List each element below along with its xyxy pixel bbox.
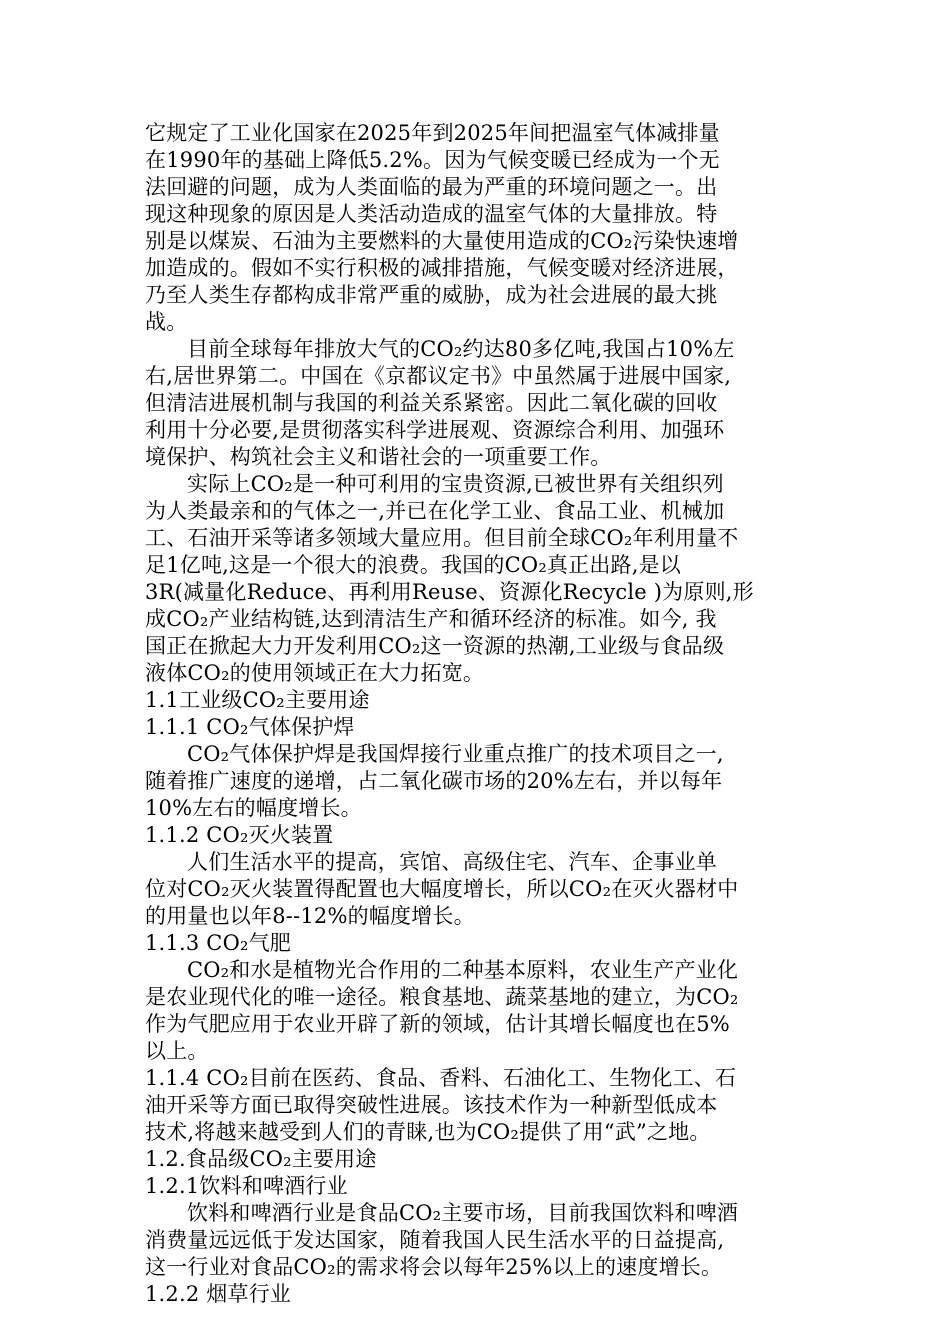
text-line: 乃至人类生存都构成非常严重的威胁，成为社会进展的最大挑 (145, 283, 718, 307)
text-line: 是农业现代化的唯一途径。粮食基地、蔬菜基地的建立，为CO₂ (145, 985, 739, 1009)
text-line: 的用量也以年8--12%的幅度增长。 (145, 904, 475, 928)
text-line: 10%左右的幅度增长。 (145, 796, 362, 820)
text-line: 工、石油开采等诸多领域大量应用。但目前全球CO₂年利用量不 (145, 526, 739, 550)
text-line: 法回避的问题，成为人类面临的最为严重的环境问题之一。出 (145, 175, 718, 199)
text-line: 实际上CO₂是一种可利用的宝贵资源,已被世界有关组织列 (187, 472, 724, 496)
text-line: 技术,将越来越受到人们的青睐,也为CO₂提供了用“武”之地。 (145, 1120, 711, 1144)
text-line: 1.1.1 CO₂气体保护焊 (145, 715, 355, 739)
text-line: 为人类最亲和的气体之一,并已在化学工业、食品工业、机械加 (145, 499, 725, 523)
text-line: 人们生活水平的提高，宾馆、高级住宅、汽车、企事业单 (187, 850, 717, 874)
text-line: 随着推广速度的递增，占二氧化碳市场的20%左右，并以每年 (145, 769, 723, 793)
text-line: 1.1.3 CO₂气肥 (145, 931, 292, 955)
text-line: 成CO₂产业结构链,达到清洁生产和循环经济的标准。如今, 我 (145, 607, 717, 631)
text-line: 作为气肥应用于农业开辟了新的领域，估计其增长幅度也在5% (145, 1012, 730, 1036)
text-line: 消费量远远低于发达国家，随着我国人民生活水平的日益提高, (145, 1228, 725, 1252)
text-line: 1.2.1饮料和啤酒行业 (145, 1174, 348, 1198)
text-line: 右,居世界第二。中国在《京都议定书》中虽然属于进展中国家, (145, 364, 732, 388)
text-line: 位对CO₂灭火装置得配置也大幅度增长，所以CO₂在灭火器材中 (145, 877, 739, 901)
document-page (145, 120, 817, 1308)
text-line: 别是以煤炭、石油为主要燃料的大量使用造成的CO₂污染快速增 (145, 229, 739, 253)
text-line: 足1亿吨,这是一个很大的浪费。我国的CO₂真正出路,是以 (145, 553, 682, 577)
text-line: 但清洁进展机制与我国的利益关系紧密。因此二氧化碳的回收 (145, 391, 718, 415)
text-line: 利用十分必要,是贯彻落实科学进展观、资源综合利用、加强环 (145, 418, 725, 442)
text-line: 油开采等方面已取得突破性进展。该技术作为一种新型低成本 (145, 1093, 718, 1117)
text-line: 目前全球每年排放大气的CO₂约达80多亿吨,我国占10%左 (187, 337, 735, 361)
text-line: 这一行业对食品CO₂的需求将会以每年25%以上的速度增长。 (145, 1255, 723, 1279)
text-line: 它规定了工业化国家在2025年到2025年间把温室气体减排量 (145, 121, 720, 145)
text-line: 国正在掀起大力开发利用CO₂这一资源的热潮,工业级与食品级 (145, 634, 725, 658)
text-line: CO₂和水是植物光合作用的二种基本原料，农业生产产业化 (187, 958, 739, 982)
text-line: 1.2.2 烟草行业 (145, 1282, 292, 1306)
text-line: 在1990年的基础上降低5.2%。因为气候变暖已经成为一个无 (145, 148, 720, 172)
text-line: 战。 (145, 310, 188, 334)
text-line: 饮料和啤酒行业是食品CO₂主要市场，目前我国饮料和啤酒 (187, 1201, 739, 1225)
text-line: 1.1.4 CO₂目前在医药、食品、香料、石油化工、生物化工、石 (145, 1066, 737, 1090)
text-line: 加造成的。假如不实行积极的减排措施，气候变暖对经济进展， (145, 256, 739, 280)
text-line: 境保护、构筑社会主义和谐社会的一项重要工作。 (145, 445, 612, 469)
text-line: CO₂气体保护焊是我国焊接行业重点推广的技术项目之一, (187, 742, 724, 766)
text-line: 以上。 (145, 1039, 209, 1063)
text-line: 3R(减量化Reduce、再利用Reuse、资源化Recycle )为原则,形 (145, 580, 754, 604)
text-line: 1.1工业级CO₂主要用途 (145, 688, 370, 712)
text-line: 现这种现象的原因是人类活动造成的温室气体的大量排放。特 (145, 202, 718, 226)
text-line: 1.1.2 CO₂灭火装置 (145, 823, 334, 847)
text-line: 1.2.食品级CO₂主要用途 (145, 1147, 377, 1171)
text-line: 液体CO₂的使用领域正在大力拓宽。 (145, 661, 485, 685)
